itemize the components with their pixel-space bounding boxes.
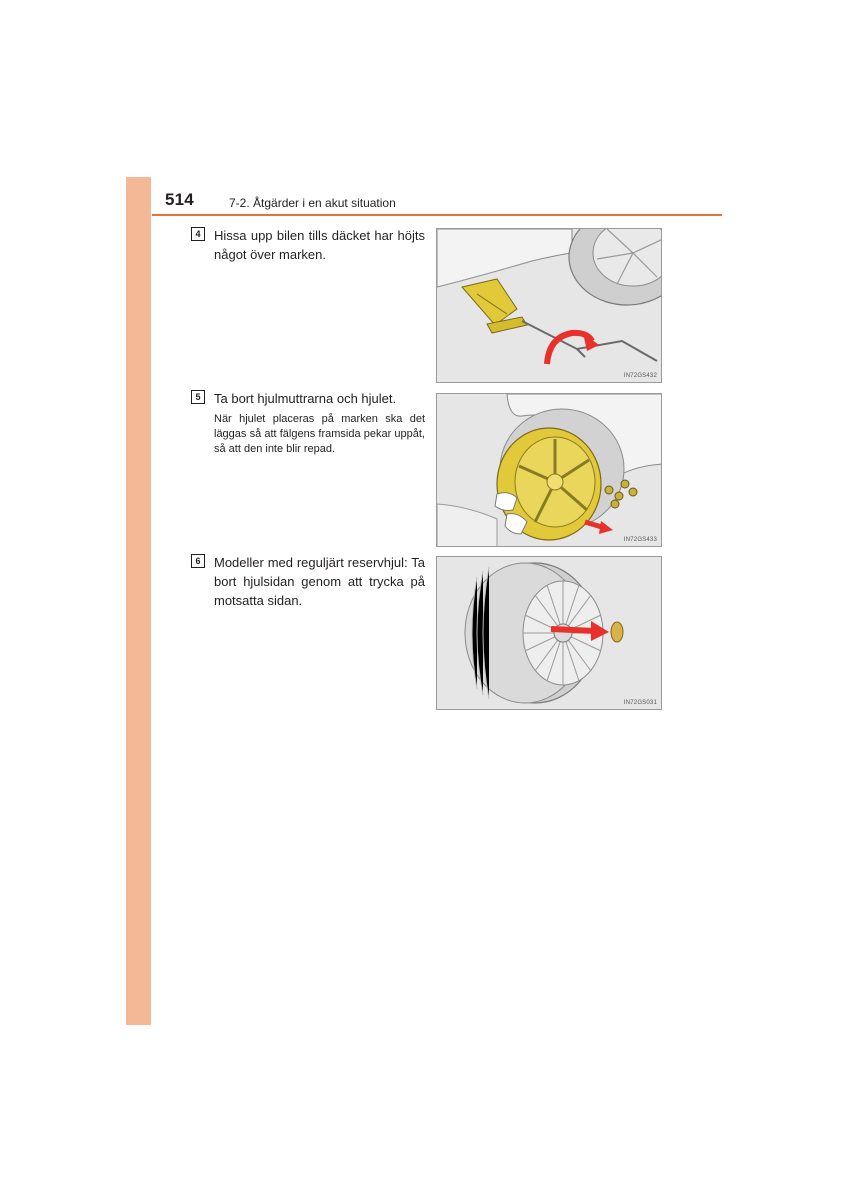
jack-raising-drawing [437,229,662,383]
illustration-jack-raising [436,228,662,383]
page-number: 514 [165,190,194,209]
header-divider [152,214,722,216]
step-5 [191,389,425,457]
step-6 [191,553,425,610]
step-instruction: Modeller med reguljärt reservhjul: Ta bort hjulsidan genom att trycka på motsatta sidan. [214,555,425,608]
step-4 [191,226,425,264]
step-note: När hjulet placeras på marken ska det läggas så att fälgens framsida pekar uppåt, så att den inte blir repad. [214,413,425,455]
illustration-code: IN72GS433 [623,537,657,543]
illustration-code: IN72GS031 [623,700,657,706]
step-instruction: Hissa upp bilen tills däcket har höjts något över marken. [214,228,425,262]
wheel-removal-drawing [437,394,662,547]
chapter-title: 7-2. Åtgärder i en akut situation [229,196,396,210]
wheel-cover-drawing [437,557,662,710]
step-instruction: Ta bort hjulmuttrarna och hjulet. [214,391,397,406]
illustration-wheel-removal [436,393,662,547]
side-tab-band [126,177,151,1025]
step-number-badge: 5 [191,390,205,404]
step-number-badge: 6 [191,554,205,568]
illustration-code: IN72GS432 [623,373,657,379]
step-number-badge: 4 [191,227,205,241]
illustration-wheel-cover [436,556,662,710]
